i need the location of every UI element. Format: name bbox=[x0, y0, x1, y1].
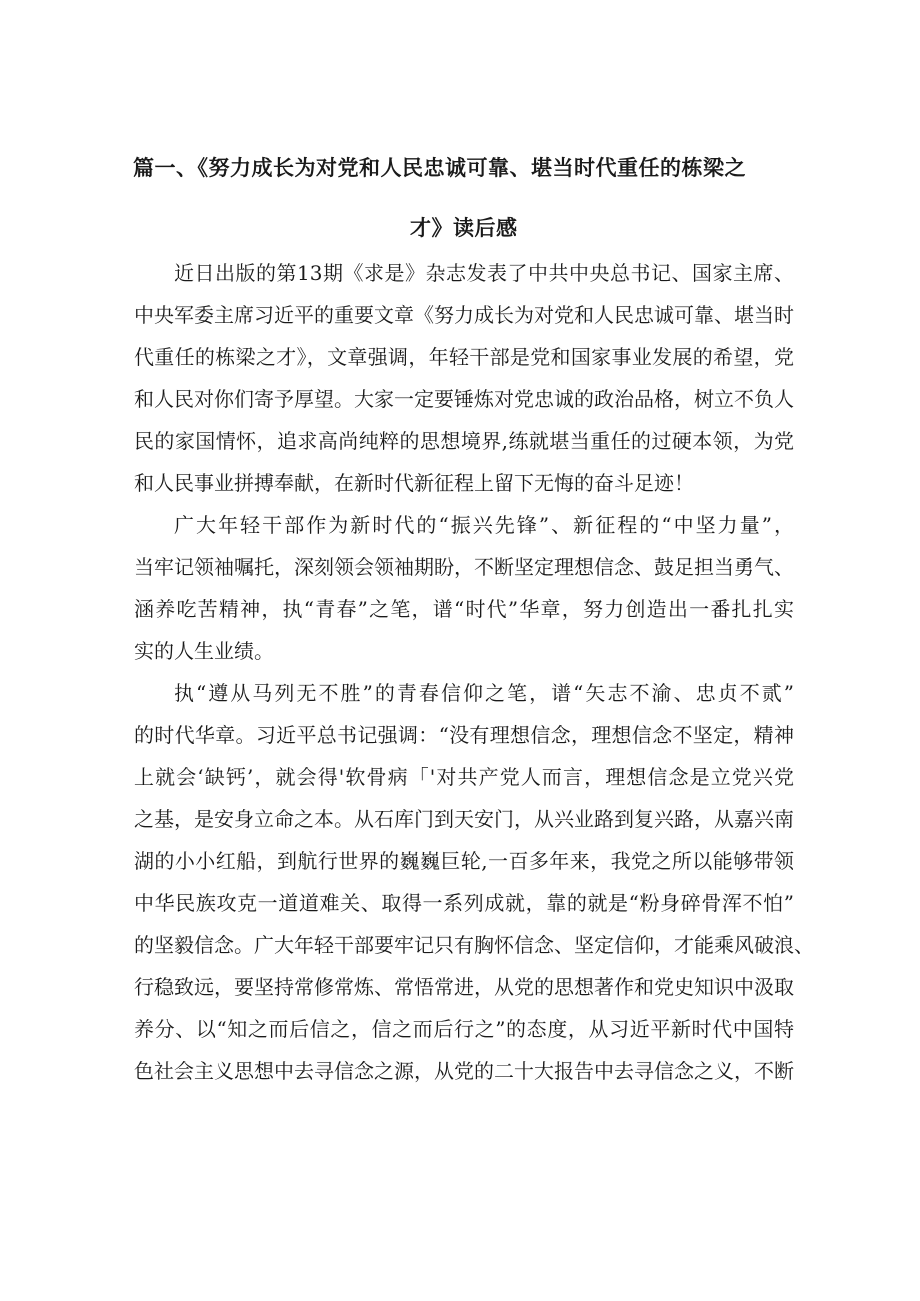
body-line: 广大年轻干部作为新时代的“振兴先锋”、新征程的“中坚力量”， bbox=[174, 513, 794, 537]
body-line: 中华民族攻克一道道难关、取得一系列成就，靠的就是“粉身碎骨浑不怕” bbox=[134, 891, 794, 915]
body-line: 当牢记领袖嘱托，深刻领会领袖期盼，不断坚定理想信念、鼓足担当勇气、 bbox=[134, 555, 794, 579]
body-line: 行稳致远，要坚持常修常炼、常悟常进，从党的思想著作和党史知识中汲取 bbox=[134, 975, 794, 999]
body-line: 的坚毅信念。广大年轻干部要牢记只有胸怀信念、坚定信仰，才能乘风破浪、 bbox=[134, 933, 814, 957]
body-line: 和人民事业拼搏奉献，在新时代新征程上留下无悔的奋斗足迹！ bbox=[134, 471, 694, 495]
body-line: 和人民对你们寄予厚望。大家一定要锤炼对党忠诚的政治品格，树立不负人 bbox=[134, 387, 794, 411]
body-line: 的时代华章。习近平总书记强调：“没有理想信念，理想信念不坚定，精神 bbox=[134, 723, 794, 747]
document-title-line-1: 篇一、《努力成长为对党和人民忠诚可靠、堪当时代重任的栋梁之 bbox=[133, 156, 746, 180]
body-line: 之基，是安身立命之本。从石库门到天安门，从兴业路到复兴路，从嘉兴南 bbox=[134, 807, 794, 831]
document-title-line-2: 才》读后感 bbox=[410, 216, 518, 240]
body-line: 上就会‘缺钙’，就会得'软骨病「'对共产党人而言，理想信念是立党兴党 bbox=[134, 765, 794, 789]
body-line: 湖的小小红船，到航行世界的巍巍巨轮,一百多年来，我党之所以能够带领 bbox=[134, 849, 794, 873]
body-line: 涵养吃苦精神，执“青春”之笔，谱“时代”华章，努力创造出一番扎扎实 bbox=[134, 597, 794, 621]
body-line: 代重任的栋梁之才》，文章强调，年轻干部是党和国家事业发展的希望，党 bbox=[134, 345, 794, 369]
body-line: 实的人生业绩。 bbox=[134, 639, 274, 663]
body-line: 养分、以“知之而后信之，信之而后行之”的态度，从习近平新时代中国特 bbox=[134, 1017, 794, 1041]
body-line: 中央军委主席习近平的重要文章《努力成长为对党和人民忠诚可靠、堪当时 bbox=[134, 303, 794, 327]
body-line: 执“遵从马列无不胜”的青春信仰之笔，谱“矢志不渝、忠贞不贰” bbox=[174, 681, 794, 705]
body-line: 色社会主义思想中去寻信念之源，从党的二十大报告中去寻信念之义，不断 bbox=[134, 1059, 794, 1083]
body-line: 近日出版的第13期《求是》杂志发表了中共中央总书记、国家主席、 bbox=[174, 261, 794, 285]
body-line: 民的家国情怀，追求高尚纯粹的思想境界,练就堪当重任的过硬本领，为党 bbox=[134, 429, 794, 453]
